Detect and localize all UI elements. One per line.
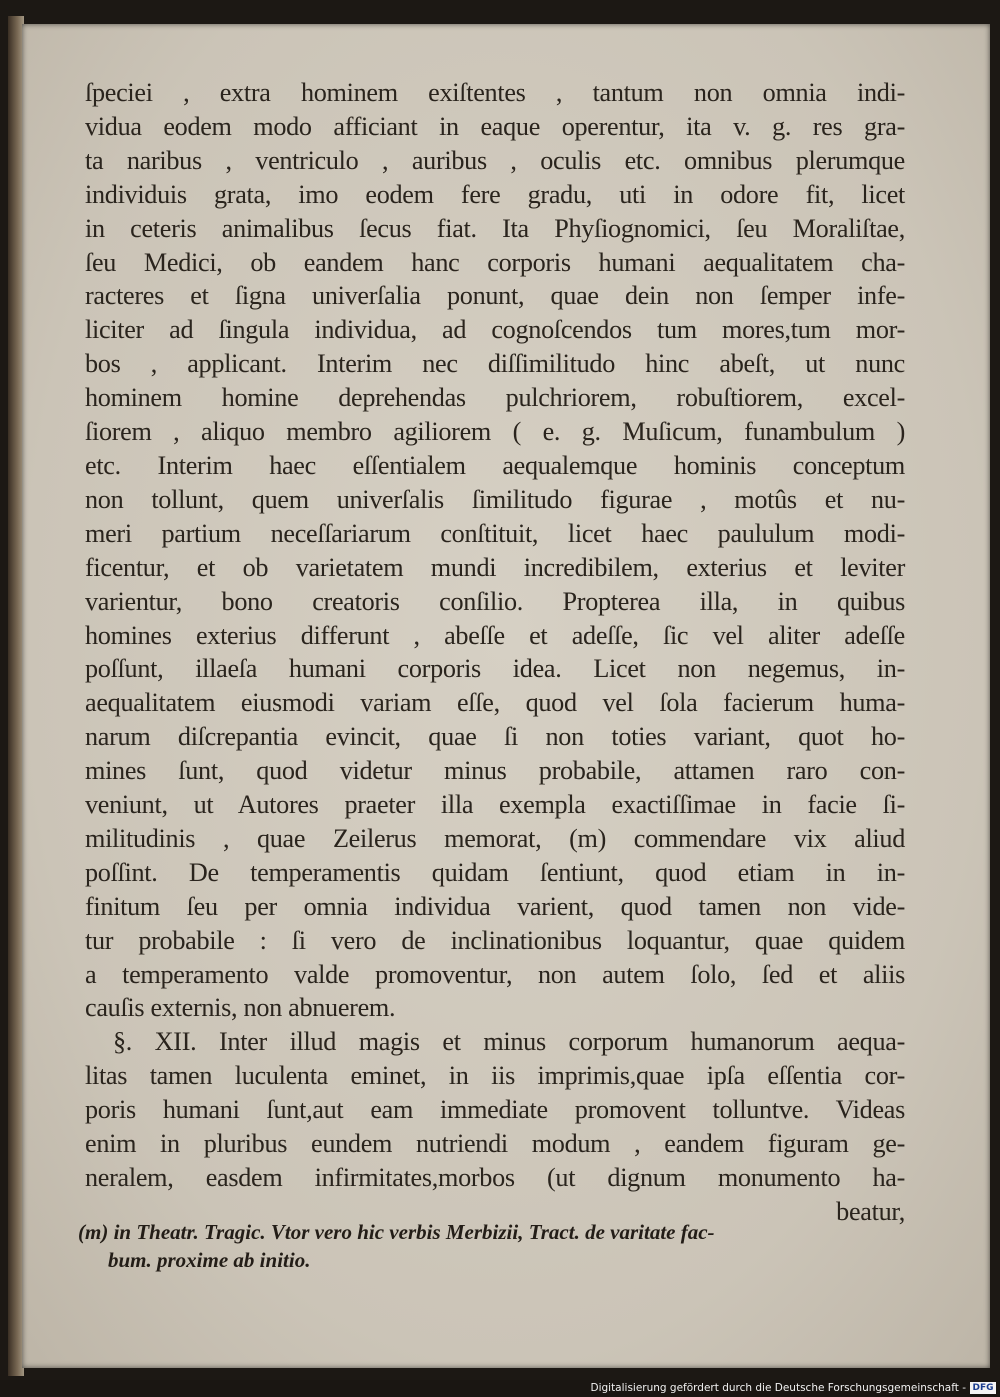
footnote bbox=[78, 1218, 908, 1274]
text-line: individuis grata, imo eodem fere gradu, uti in odore fit, licet bbox=[85, 179, 905, 209]
text-line: bos , applicant. Interim nec diſſimilitudo hinc abeſt, ut nunc bbox=[85, 349, 905, 379]
text-line: veniunt, ut Autores praeter illa exempla exactiſſimae in facie ſi- bbox=[85, 790, 905, 820]
text-line: poſſint. De temperamentis quidam ſentiunt, quod etiam in in- bbox=[85, 857, 905, 887]
text-line: ficentur, et ob varietatem mundi incredibilem, exterius et leviter bbox=[85, 552, 905, 582]
text-line: etc. Interim haec eſſentialem aequalemque hominis conceptum bbox=[85, 450, 905, 480]
text-line: mines ſunt, quod videtur minus probabile, attamen raro con- bbox=[85, 756, 905, 786]
text-line: varientur, bono creatoris conſilio. Propterea illa, in quibus bbox=[85, 586, 905, 616]
text-line: narum diſcrepantia evincit, quae ſi non toties variant, quot ho- bbox=[85, 722, 905, 752]
catchword: beatur, bbox=[836, 1196, 905, 1226]
text-line: non tollunt, quem univerſalis ſimilitudo figurae , motûs et nu- bbox=[85, 484, 905, 514]
text-line: tur probabile : ſi vero de inclinationibus loquantur, quae quidem bbox=[85, 925, 905, 955]
text-line: neralem, easdem infirmitates,morbos (ut dignum monumento ha- bbox=[85, 1163, 905, 1192]
text-line: litas tamen luculenta eminet, in iis imprimis,quae ipſa eſſentia cor- bbox=[85, 1061, 905, 1091]
dfg-logo-icon: DFG bbox=[970, 1382, 996, 1394]
text-line: in ceteris animalibus ſecus fiat. Ita Phyſiognomici, ſeu Moraliſtae, bbox=[85, 213, 905, 243]
section-heading-line: §. XII. Inter illud magis et minus corporum humanorum aequa- bbox=[113, 1027, 905, 1057]
text-line: ſiorem , aliquo membro agiliorem ( e. g. Muſicum, funambulum ) bbox=[85, 417, 905, 447]
text-line: poris humani ſunt,aut eam immediate promovent tolluntve. Videas bbox=[85, 1095, 905, 1125]
text-line: finitum ſeu per omnia individua varient, quod tamen non vide- bbox=[85, 891, 905, 921]
text-line: homines exterius differunt , abeſſe et adeſſe, ſic vel aliter adeſſe bbox=[85, 620, 905, 650]
text-line: a temperamento valde promoventur, non autem ſolo, ſed et aliis bbox=[85, 959, 905, 989]
text-line: militudinis , quae Zeilerus memorat, (m) commendare vix aliud bbox=[85, 823, 905, 853]
dfg-banner bbox=[590, 1380, 996, 1395]
text-line: poſſunt, illaeſa humani corporis idea. Licet non negemus, in- bbox=[85, 654, 905, 684]
text-line: liciter ad ſingula individua, ad cognoſcendos tum mores,tum mor- bbox=[85, 315, 905, 345]
text-line: ta naribus , ventriculo , auribus , oculis etc. omnibus plerumque bbox=[85, 145, 905, 175]
text-line: aequalitatem eiusmodi variam eſſe, quod vel ſola facierum huma- bbox=[85, 688, 905, 718]
text-line: hominem homine deprehendas pulchriorem, robuſtiorem, excel- bbox=[85, 383, 905, 413]
banner-text: Digitalisierung gefördert durch die Deutsche Forschungsgemeinschaft - bbox=[590, 1381, 966, 1394]
text-line: racteres et ſigna univerſalia ponunt, quae dein non ſemper infe- bbox=[85, 281, 905, 311]
text-line: meri partium neceſſariarum conſtituit, licet haec paululum modi- bbox=[85, 518, 905, 548]
text-line: ſeu Medici, ob eandem hanc corporis humani aequalitatem cha- bbox=[85, 247, 905, 277]
footnote-line: (m) in Theatr. Tragic. Vtor vero hic verbis Merbizii, Tract. de varitate fac- bbox=[78, 1220, 715, 1244]
text-line: cauſis externis, non abnuerem. bbox=[85, 993, 396, 1023]
text-line: enim in pluribus eundem nutriendi modum , eandem figuram ge- bbox=[85, 1129, 905, 1159]
text-line: vidua eodem modo afficiant in eaque operentur, ita v. g. res gra- bbox=[85, 111, 905, 141]
text-line: ſpeciei , extra hominem exiſtentes , tantum non omnia indi- bbox=[85, 78, 905, 107]
body-text bbox=[85, 76, 905, 1229]
footnote-line: bum. proxime ab initio. bbox=[108, 1248, 311, 1272]
